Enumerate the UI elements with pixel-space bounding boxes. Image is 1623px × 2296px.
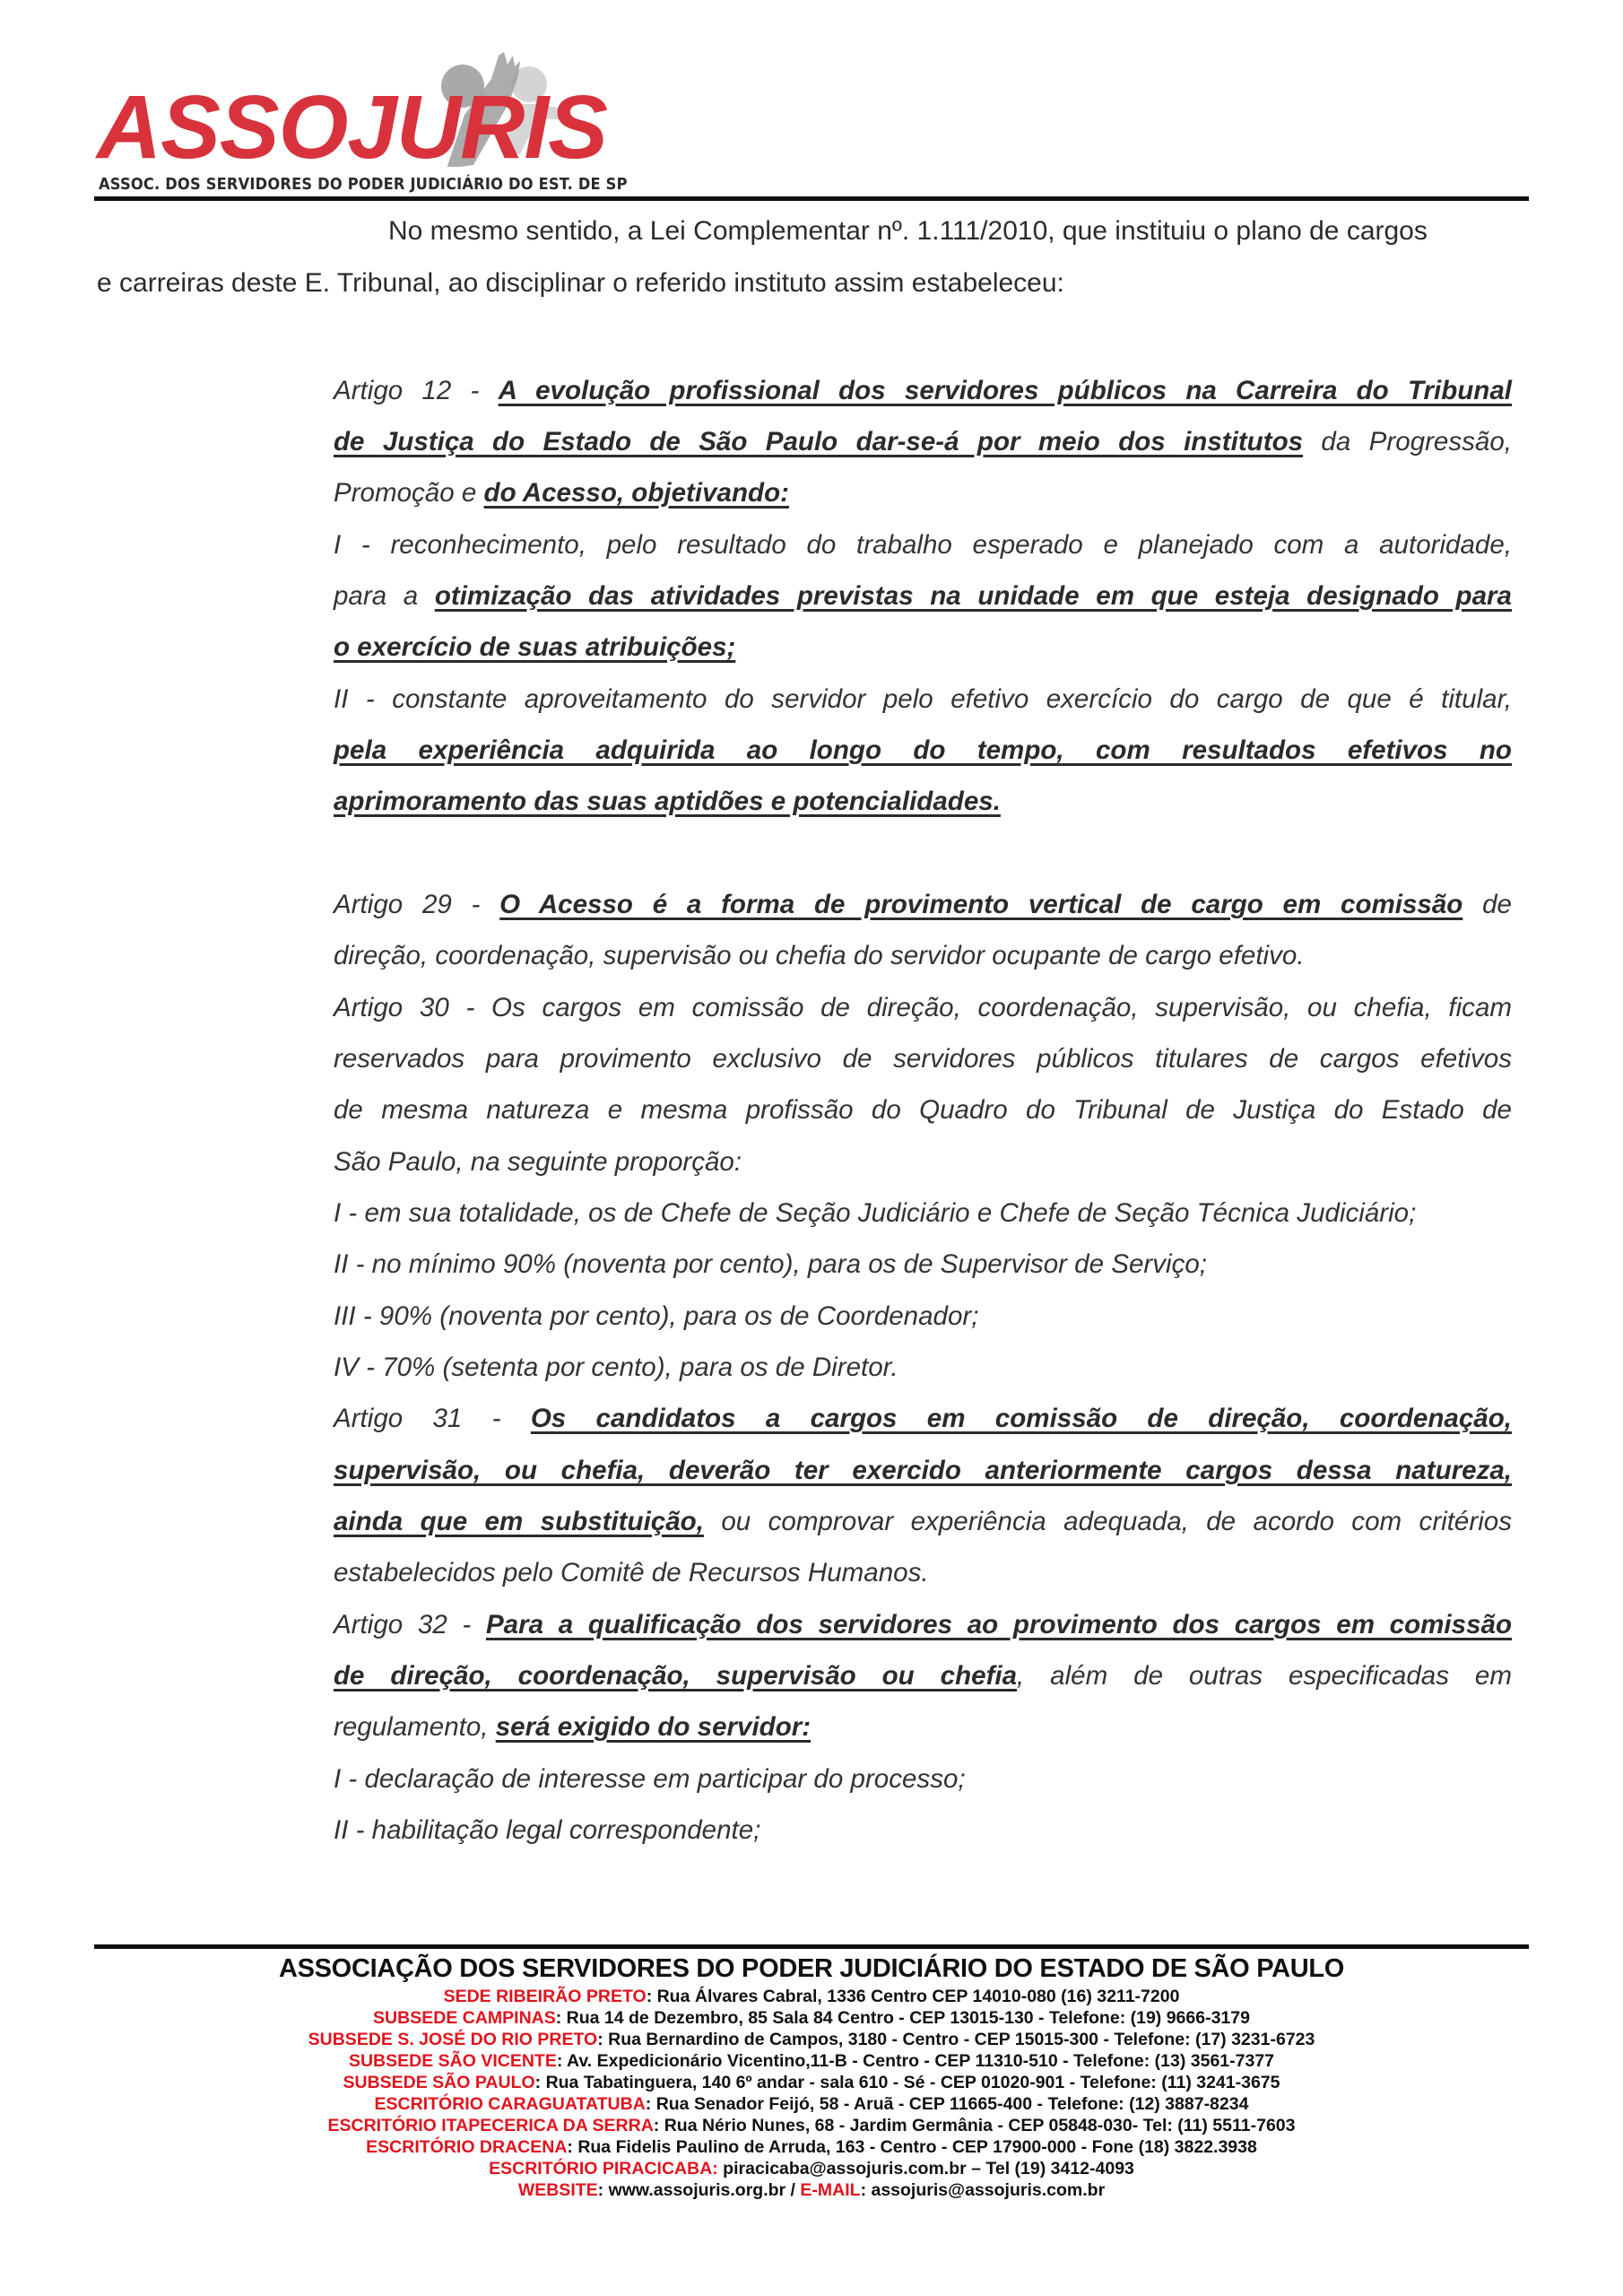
office-label: ESCRITÓRIO CARAGUATATUBA xyxy=(374,2094,646,2114)
footer-divider xyxy=(94,1944,1529,1949)
text-line: direção, coordenação, supervisão ou chefia do servidor ocupante de cargo efetivo. xyxy=(334,941,1305,970)
highlighted-text: aprimoramento das suas aptidões e potencialidades. xyxy=(334,787,1001,816)
text-line: I - declaração de interesse em participar do processo; xyxy=(334,1764,966,1794)
text-line: Artigo 30 - Os cargos em comissão de direção, coordenação, supervisão, ou chefia, ficam xyxy=(334,993,1512,1022)
text-line: São Paulo, na seguinte proporção: xyxy=(334,1147,742,1177)
text-line xyxy=(334,1455,1512,1491)
highlighted-text: o exercício de suas atribuições; xyxy=(334,632,736,662)
logo-wordmark: ASSOJURIS xyxy=(97,77,607,178)
text-line: Promoção e do Acesso, objetivando: xyxy=(334,478,789,508)
text-line: Artigo 31 - Os candidatos a cargos em comissão de direção, coordenação, xyxy=(334,1404,1512,1433)
intro-line: No mesmo sentido, a Lei Complementar nº. 1.111/2010, que instituiu o plano de cargos xyxy=(388,216,1428,246)
highlighted-text: Os candidatos a cargos em comissão de direção, coordenação, xyxy=(530,1404,1512,1433)
office-address: SUBSEDE SÃO VICENTE: Av. Expedicionário Vicentino,11-B - Centro - CEP 11310-510 - Telefone: (13) 3561-7377 xyxy=(348,2051,1275,2071)
intro-line: e carreiras deste E. Tribunal, ao disciplinar o referido instituto assim estabeleceu: xyxy=(97,268,1064,298)
office-address: ESCRITÓRIO DRACENA: Rua Fidelis Paulino de Arruda, 163 - Centro - CEP 17900-000 - Fone (18) 3822.3938 xyxy=(366,2137,1257,2157)
text-line: reservados para provimento exclusivo de servidores públicos titulares de cargos efetivos xyxy=(334,1044,1512,1074)
highlighted-text: do Acesso, objetivando: xyxy=(483,478,789,508)
highlighted-text: pela experiência adquirida ao longo do tempo, com resultados efetivos no xyxy=(334,735,1512,765)
office-label: SUBSEDE SÃO PAULO xyxy=(343,2073,535,2092)
text-line: para a otimização das atividades previstas na unidade em que esteja designado para xyxy=(334,581,1512,611)
office-address: SEDE RIBEIRÃO PRETO: Rua Álvares Cabral, 1336 Centro CEP 14010-080 (16) 3211-7200 xyxy=(443,1987,1180,2006)
text-line xyxy=(334,735,1512,770)
highlighted-text: O Acesso é a forma de provimento vertical de cargo em comissão xyxy=(499,890,1463,919)
text-line: II - habilitação legal correspondente; xyxy=(334,1815,761,1845)
highlighted-text: supervisão, ou chefia, deverão ter exercido anteriormente cargos dessa natureza, xyxy=(334,1456,1512,1485)
text-line: de direção, coordenação, supervisão ou chefia, além de outras especificadas em xyxy=(334,1661,1512,1691)
highlighted-text: de direção, coordenação, supervisão ou chefia xyxy=(334,1661,1018,1691)
highlighted-text: será exigido do servidor: xyxy=(495,1712,812,1742)
text-line xyxy=(334,631,1512,667)
text-line: de mesma natureza e mesma profissão do Quadro do Tribunal de Justiça do Estado de xyxy=(334,1095,1512,1125)
office-address: SUBSEDE SÃO PAULO: Rua Tabatinguera, 140 6º andar - sala 610 - Sé - CEP 01020-901 - Telefone: (11) 3241-3675 xyxy=(343,2073,1280,2092)
logo-subtitle: ASSOC. DOS SERVIDORES DO PODER JUDICIÁRIO DO EST. DE SP xyxy=(99,176,628,194)
text-line: I - em sua totalidade, os de Chefe de Seção Judiciário e Chefe de Seção Técnica Judiciário; xyxy=(334,1198,1417,1228)
office-label: SUBSEDE CAMPINAS xyxy=(373,2008,556,2028)
office-label: SUBSEDE S. JOSÉ DO RIO PRETO xyxy=(308,2030,598,2049)
text-line: regulamento, será exigido do servidor: xyxy=(334,1712,812,1742)
highlighted-text: A evolução profissional dos servidores públicos na Carreira do Tribunal xyxy=(498,376,1512,405)
office-label: SUBSEDE SÃO VICENTE xyxy=(348,2051,557,2071)
office-address: ESCRITÓRIO ITAPECERICA DA SERRA: Rua Nério Nunes, 68 - Jardim Germânia - CEP 05848-030- Tel: (11) 5511-7603 xyxy=(327,2116,1296,2135)
footer-title: ASSOCIAÇÃO DOS SERVIDORES DO PODER JUDICIÁRIO DO ESTADO DE SÃO PAULO xyxy=(278,1954,1345,1983)
text-line: ainda que em substituição, ou comprovar experiência adequada, de acordo com critérios xyxy=(334,1507,1512,1536)
text-line: II - no mínimo 90% (noventa por cento), para os de Supervisor de Serviço; xyxy=(334,1249,1207,1279)
website-link[interactable]: : www.assojuris.org.br / xyxy=(597,2180,801,2200)
text-line: estabelecidos pelo Comitê de Recursos Humanos. xyxy=(334,1558,929,1587)
email-label: E-MAIL xyxy=(800,2180,861,2200)
office-address: ESCRITÓRIO CARAGUATATUBA: Rua Senador Feijó, 58 - Aruã - CEP 11665-400 - Telefone: (12) 3887-8234 xyxy=(374,2094,1249,2114)
text-line: II - constante aproveitamento do servidor pelo efetivo exercício do cargo de que é titular, xyxy=(334,684,1512,714)
text-line: III - 90% (noventa por cento), para os de Coordenador; xyxy=(334,1301,979,1331)
highlighted-text: otimização das atividades previstas na unidade em que esteja designado para xyxy=(434,581,1512,611)
office-label: ESCRITÓRIO ITAPECERICA DA SERRA xyxy=(327,2116,654,2135)
text-line: IV - 70% (setenta por cento), para os de Diretor. xyxy=(334,1352,898,1382)
office-label: ESCRITÓRIO PIRACICABA: xyxy=(489,2159,718,2179)
text-line: de Justiça do Estado de São Paulo dar-se-á por meio dos institutos da Progressão, xyxy=(334,427,1512,457)
text-line: Artigo 32 - Para a qualificação dos servidores ao provimento dos cargos em comissão xyxy=(334,1610,1513,1639)
office-address: SUBSEDE CAMPINAS: Rua 14 de Dezembro, 85 Sala 84 Centro - CEP 13015-130 - Telefone: (19) 9666-3179 xyxy=(373,2008,1250,2028)
website-label: WEBSITE xyxy=(517,2180,598,2200)
highlighted-text: ainda que em substituição, xyxy=(334,1507,704,1536)
email-link[interactable]: : assojuris@assojuris.com.br xyxy=(860,2180,1106,2200)
contact-line xyxy=(0,2179,1623,2201)
office-label: SEDE RIBEIRÃO PRETO xyxy=(443,1987,647,2006)
highlighted-text: Para a qualificação dos servidores ao provimento dos cargos em comissão xyxy=(485,1610,1513,1639)
office-label: ESCRITÓRIO DRACENA xyxy=(366,2137,568,2157)
quoted-law xyxy=(334,0,1530,1883)
office-address: ESCRITÓRIO PIRACICABA: piracicaba@assojuris.com.br – Tel (19) 3412-4093 xyxy=(489,2159,1134,2179)
text-line: Artigo 29 - O Acesso é a forma de provimento vertical de cargo em comissão de xyxy=(334,890,1512,919)
office-address: SUBSEDE S. JOSÉ DO RIO PRETO: Rua Bernardino de Campos, 3180 - Centro - CEP 15015-300 - Telefone: (17) 3231-6723 xyxy=(308,2030,1315,2049)
highlighted-text: de Justiça do Estado de São Paulo dar-se-á por meio dos institutos xyxy=(334,427,1304,457)
text-line: Artigo 12 - A evolução profissional dos servidores públicos na Carreira do Tribunal xyxy=(334,376,1512,405)
text-line xyxy=(334,786,1512,822)
text-line: I - reconhecimento, pelo resultado do trabalho esperado e planejado com a autoridade, xyxy=(334,530,1512,560)
